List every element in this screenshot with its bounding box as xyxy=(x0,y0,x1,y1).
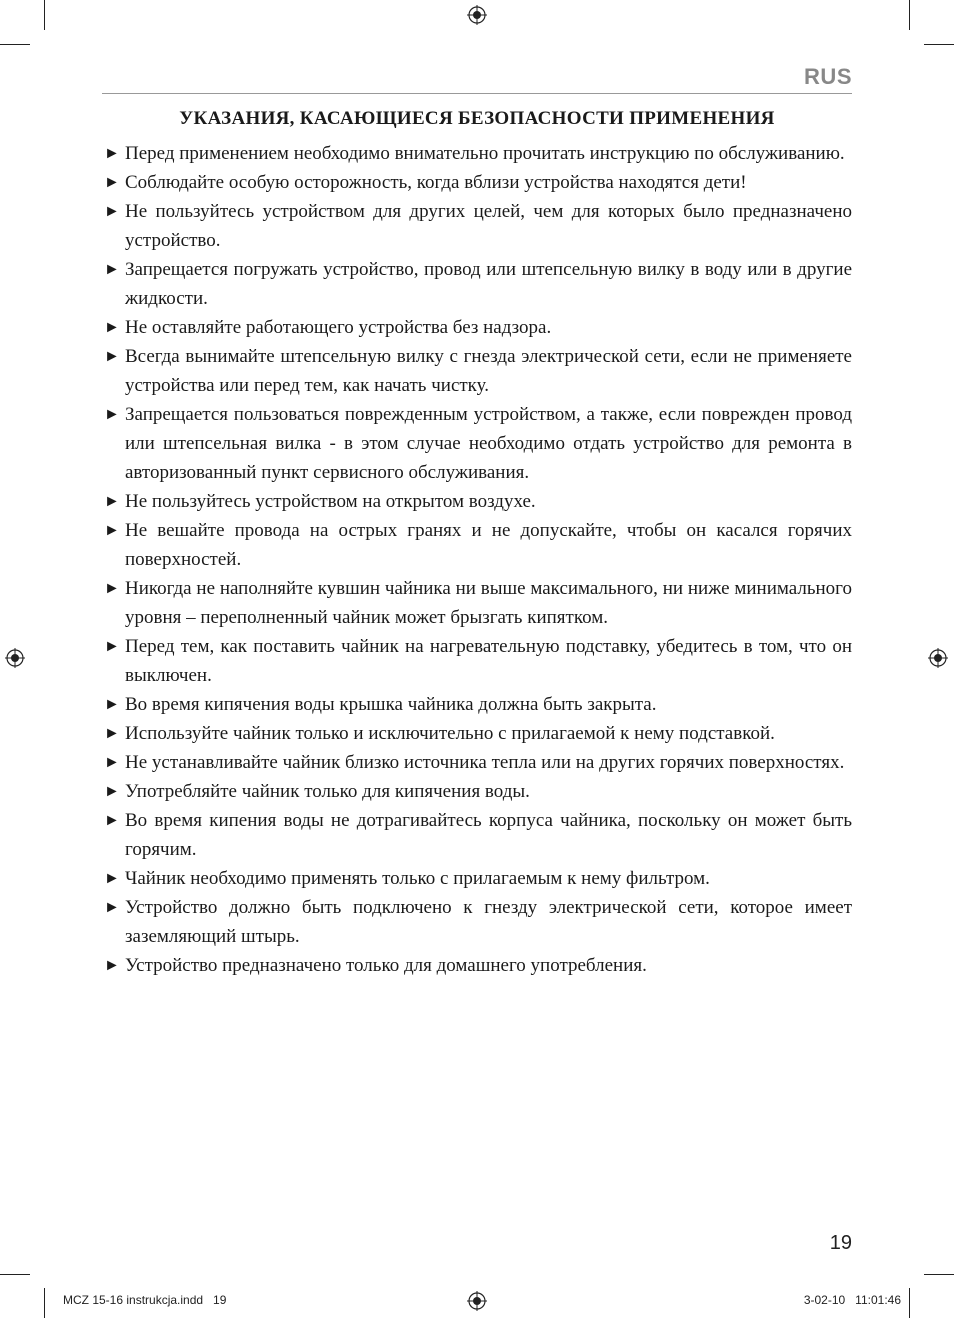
list-item-text: Во время кипения воды не дотрагивайтесь корпуса чайника, поскольку он может быть горячим. xyxy=(125,810,852,860)
right-pointer-icon: ► xyxy=(104,261,120,278)
right-pointer-icon: ► xyxy=(104,754,120,771)
list-item-text: Всегда вынимайте штепсельную вилку с гнезда электрической сети, если не применяете устройства или перед тем, как начать чистку. xyxy=(125,346,852,396)
right-pointer-icon: ► xyxy=(104,580,120,597)
registration-mark-icon xyxy=(5,648,25,668)
list-item-text: Запрещается погружать устройство, провод или штепсельную вилку в воду или в другие жидкости. xyxy=(125,259,852,309)
list-item xyxy=(102,951,852,980)
list-item xyxy=(102,690,852,719)
right-pointer-icon: ► xyxy=(104,348,120,365)
file-info: MCZ 15-16 instrukcja.indd 19 xyxy=(63,1293,227,1307)
right-pointer-icon: ► xyxy=(104,406,120,423)
crop-mark-top-left-v xyxy=(44,0,45,30)
registration-mark-icon xyxy=(467,1291,487,1311)
right-pointer-icon: ► xyxy=(104,783,120,800)
right-pointer-icon: ► xyxy=(104,174,120,191)
list-item xyxy=(102,487,852,516)
list-item-text: Во время кипячения воды крышка чайника должна быть закрыта. xyxy=(125,694,657,715)
list-item xyxy=(102,748,852,777)
list-item-text: Не устанавливайте чайник близко источника тепла или на других горячих поверхностях. xyxy=(125,752,845,773)
page-number: 19 xyxy=(829,1232,852,1254)
list-item xyxy=(102,893,852,951)
list-item-text: Перед тем, как поставить чайник на нагревательную подставку, убедитесь в том, что он выключен. xyxy=(125,636,852,686)
right-pointer-icon: ► xyxy=(104,203,120,220)
crop-mark-bottom-left-h xyxy=(0,1274,30,1275)
crop-mark-bottom-right-v xyxy=(909,1288,910,1318)
crop-mark-bottom-left-v xyxy=(44,1288,45,1318)
list-item xyxy=(102,864,852,893)
right-pointer-icon: ► xyxy=(104,696,120,713)
list-item xyxy=(102,806,852,864)
list-item-text: Запрещается пользоваться поврежденным устройством, а также, если поврежден провод или штепсельная вилка - в этом случае необходимо отдать устройство для ремонта в авторизованный пункт сервисного обслуживания. xyxy=(125,404,852,483)
list-item xyxy=(102,400,852,487)
right-pointer-icon: ► xyxy=(104,145,120,162)
right-pointer-icon: ► xyxy=(104,638,120,655)
crop-mark-bottom-right-h xyxy=(924,1274,954,1275)
list-item-text: Устройство должно быть подключено к гнезду электрической сети, которое имеет заземляющий штырь. xyxy=(125,897,852,947)
right-pointer-icon: ► xyxy=(104,870,120,887)
list-item-text: Перед применением необходимо внимательно прочитать инструкцию по обслуживанию. xyxy=(125,143,845,164)
right-pointer-icon: ► xyxy=(104,812,120,829)
right-pointer-icon: ► xyxy=(104,319,120,336)
list-item xyxy=(102,342,852,400)
list-item-text: Употребляйте чайник только для кипячения воды. xyxy=(125,781,530,802)
list-item xyxy=(102,574,852,632)
list-item xyxy=(102,197,852,255)
list-item-text: Никогда не наполняйте кувшин чайника ни выше максимального, ни ниже минимального уровня – переполненный чайник может брызгать кипятком. xyxy=(125,578,852,628)
right-pointer-icon: ► xyxy=(104,957,120,974)
crop-mark-top-right-v xyxy=(909,0,910,30)
registration-mark-icon xyxy=(467,5,487,25)
list-item xyxy=(102,168,852,197)
crop-mark-top-left-h xyxy=(0,44,30,45)
list-item xyxy=(102,139,852,168)
list-item-text: Используйте чайник только и исключительно с прилагаемой к нему подставкой. xyxy=(125,723,775,744)
language-label: RUS xyxy=(804,64,852,89)
list-item-text: Не оставляйте работающего устройства без надзора. xyxy=(125,317,552,338)
list-item-text: Не пользуйтесь устройством для других целей, чем для которых было предназначено устройство. xyxy=(125,201,852,251)
right-pointer-icon: ► xyxy=(104,899,120,916)
right-pointer-icon: ► xyxy=(104,725,120,742)
print-timestamp: 3-02-10 11:01:46 xyxy=(803,1293,901,1307)
right-pointer-icon: ► xyxy=(104,522,120,539)
list-item-text: Чайник необходимо применять только с прилагаемым к нему фильтром. xyxy=(125,868,710,889)
list-item-text: Не вешайте провода на острых гранях и не допускайте, чтобы он касался горячих поверхностей. xyxy=(125,520,852,570)
registration-mark-icon xyxy=(928,648,948,668)
list-item-text: Не пользуйтесь устройством на открытом воздухе. xyxy=(125,491,536,512)
safety-instructions-list xyxy=(102,139,852,980)
right-pointer-icon: ► xyxy=(104,493,120,510)
list-item-text: Соблюдайте особую осторожность, когда вблизи устройства находятся дети! xyxy=(125,172,747,193)
header-rule xyxy=(102,93,852,94)
crop-mark-top-right-h xyxy=(924,44,954,45)
list-item xyxy=(102,632,852,690)
list-item xyxy=(102,255,852,313)
section-heading: УКАЗАНИЯ, КАСАЮЩИЕСЯ БЕЗОПАСНОСТИ ПРИМЕНЕНИЯ xyxy=(179,108,775,129)
list-item-text: Устройство предназначено только для домашнего употребления. xyxy=(125,955,647,976)
list-item xyxy=(102,516,852,574)
list-item xyxy=(102,313,852,342)
list-item xyxy=(102,719,852,748)
list-item xyxy=(102,777,852,806)
